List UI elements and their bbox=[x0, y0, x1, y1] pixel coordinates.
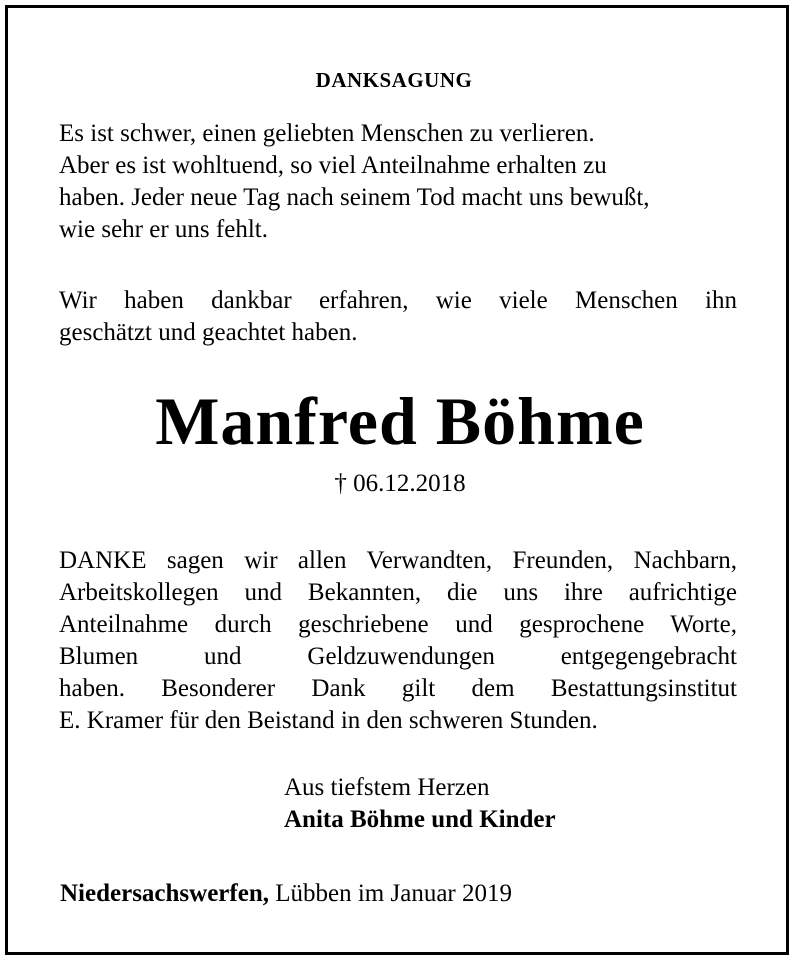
thanks-line: DANKE sagen wir allen Verwandten, Freunden, Nachbarn, bbox=[59, 547, 737, 574]
thanks-line: Anteilnahme durch geschriebene und gesprochene Worte, bbox=[59, 611, 737, 638]
closing-greeting: Aus tiefstem Herzen bbox=[284, 774, 490, 801]
footer-line bbox=[60, 880, 512, 908]
intro-line: wie sehr er uns fehlt. bbox=[59, 216, 268, 243]
gratitude-line: Wir haben dankbar erfahren, wie viele Menschen ihn bbox=[59, 287, 737, 314]
thanks-line: E. Kramer für den Beistand in den schweren Stunden. bbox=[59, 707, 598, 734]
gratitude-paragraph bbox=[59, 285, 737, 349]
deceased-name: Manfred Böhme bbox=[155, 383, 645, 459]
thanks-paragraph bbox=[59, 545, 737, 737]
notice-heading: DANKSAGUNG bbox=[315, 68, 473, 92]
intro-line: haben. Jeder neue Tag nach seinem Tod macht uns bewußt, bbox=[59, 184, 650, 211]
footer-place: Niedersachswerfen, bbox=[60, 880, 269, 907]
closing-block bbox=[284, 772, 556, 836]
thanks-line: Arbeitskollegen und Bekannten, die uns ihre aufrichtige bbox=[59, 579, 737, 606]
intro-line: Es ist schwer, einen geliebten Menschen zu verlieren. bbox=[59, 120, 595, 147]
closing-signer: Anita Böhme und Kinder bbox=[284, 806, 556, 833]
thanks-line: haben. Besonderer Dank gilt dem Bestattungsinstitut bbox=[59, 675, 737, 702]
intro-line: Aber es ist wohltuend, so viel Anteilnahme erhalten zu bbox=[59, 152, 607, 179]
death-date: † 06.12.2018 bbox=[334, 470, 466, 497]
gratitude-line: geschätzt und geachtet haben. bbox=[59, 319, 358, 346]
intro-paragraph bbox=[59, 118, 737, 246]
thanks-line: Blumen und Geldzuwendungen entgegengebracht bbox=[59, 643, 737, 670]
footer-date: Lübben im Januar 2019 bbox=[268, 880, 512, 907]
